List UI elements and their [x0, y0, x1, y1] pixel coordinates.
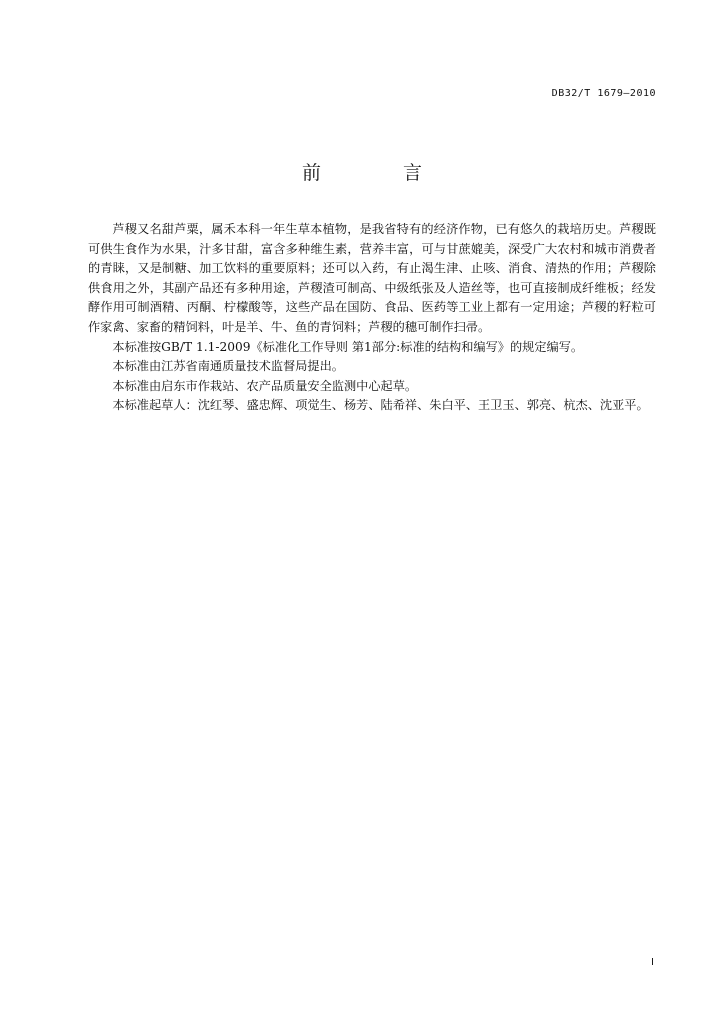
paragraph-intro: 芦稷又名甜芦粟，属禾本科一年生草本植物，是我省特有的经济作物，已有悠久的栽培历史。芦稷既可供生食作为水果，汁多甘甜，富含多种维生素，营养丰富，可与甘蔗媲美，深受广大农村和城市消费者的青睐，又是制糖、加工饮料的重要原料；还可以入药，有止渴生津、止咳、消食、清热的作用；芦稷除供食用之外，其副产品还有多种用途，芦稷渣可制高、中级纸张及人造丝等，也可直接制成纤维板；经发酵作用可制酒精、丙酮、柠檬酸等，这些产品在国防、食品、医药等工业上都有一定用途；芦稷的籽粒可作家禽、家畜的精饲料，叶是羊、牛、鱼的青饲料；芦稷的穗可制作扫帚。: [88, 222, 656, 334]
paragraph-drafting-unit: 本标准由启东市作栽站、农产品质量安全监测中心起草。: [112, 378, 418, 393]
page-number: I: [651, 957, 654, 968]
standard-code: DB32/T 1679—2010: [551, 88, 656, 99]
section-title: 前 言: [301, 162, 461, 184]
paragraph-drafting-rules: 本标准按GB/T 1.1-2009《标准化工作导则 第1部分:标准的结构和编写》的规定编写。: [112, 339, 584, 354]
paragraph-proposer: 本标准由江苏省南通质量技术监督局提出。: [112, 359, 344, 374]
paragraph-drafters: 本标准起草人：沈红琴、盛忠辉、项觉生、杨芳、陆希祥、朱白平、王卫玉、郭亮、杭杰、沈亚平。: [112, 398, 649, 413]
foreword-body: [88, 220, 656, 416]
